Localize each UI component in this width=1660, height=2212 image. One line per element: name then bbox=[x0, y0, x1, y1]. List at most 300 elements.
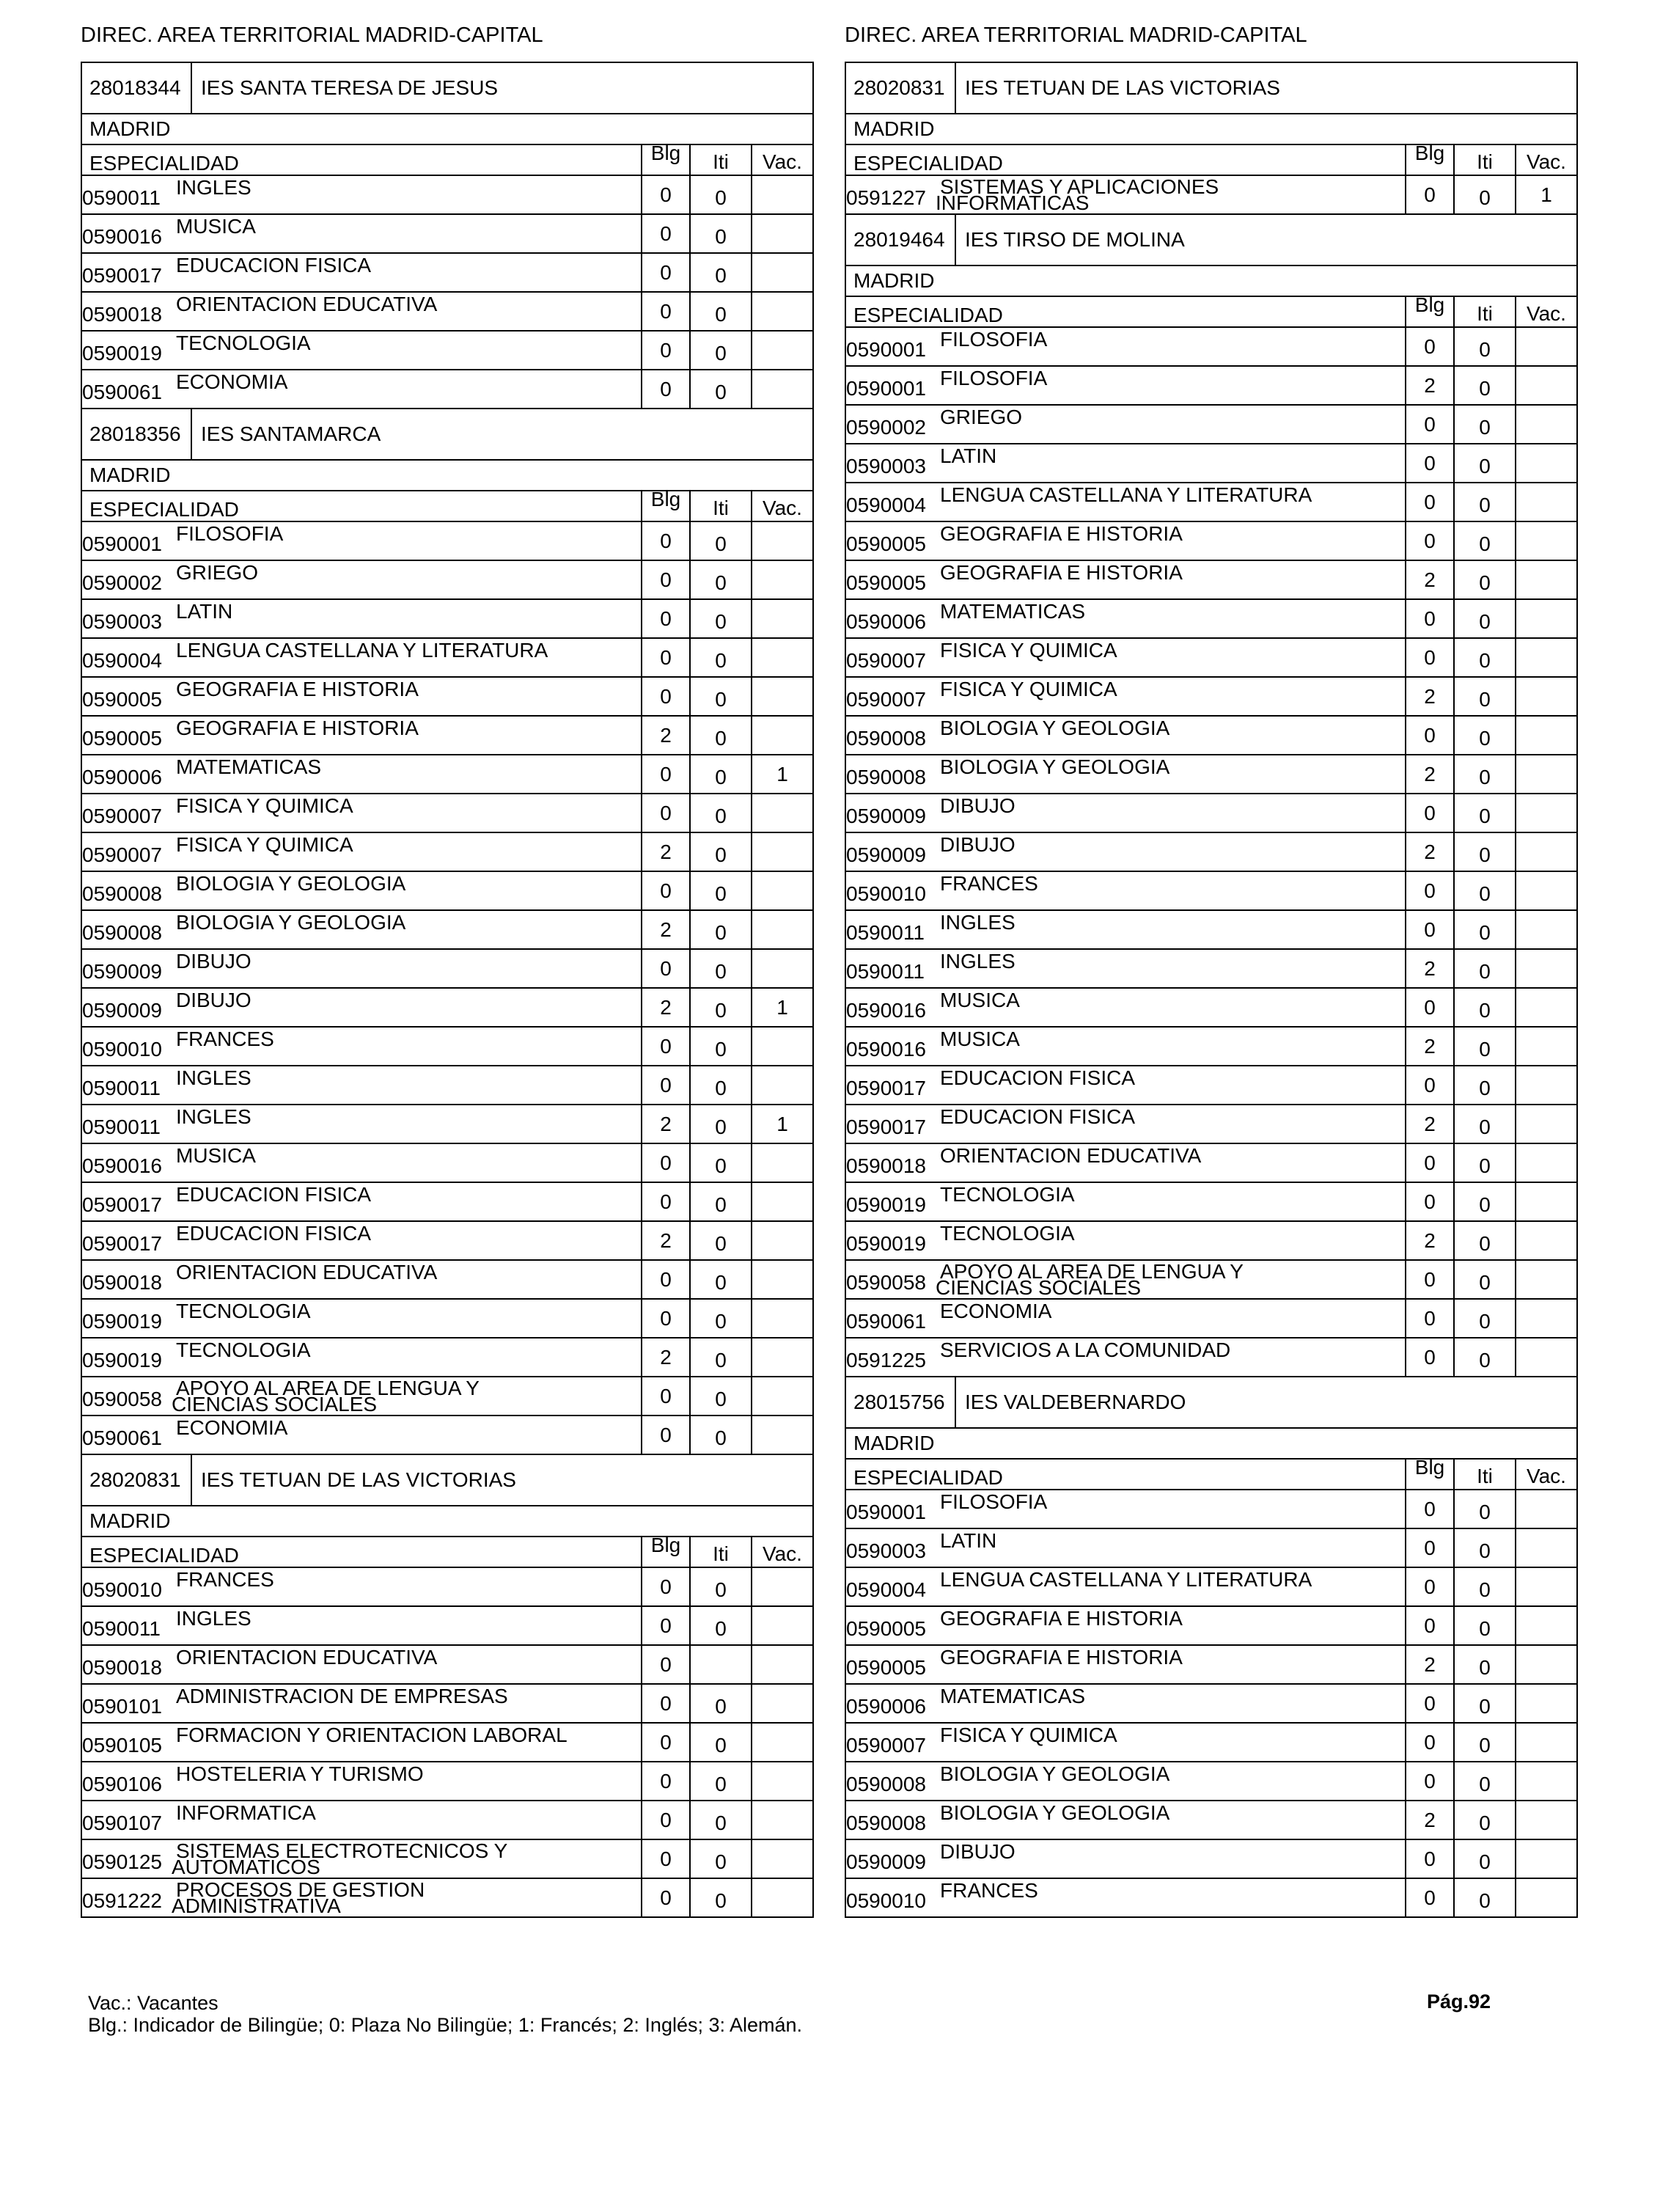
table-row bbox=[846, 175, 1576, 213]
vac-value bbox=[751, 1840, 812, 1878]
table-row bbox=[82, 1800, 812, 1839]
header-iti: Iti bbox=[1453, 1460, 1515, 1489]
vac-value bbox=[1515, 1607, 1576, 1644]
vac-value bbox=[1515, 1490, 1576, 1528]
table-row bbox=[846, 948, 1576, 987]
especialidad-cell bbox=[846, 1801, 1405, 1839]
especialidad-name bbox=[176, 333, 311, 354]
especialidad-code: 0590008 bbox=[846, 1773, 927, 1795]
especialidad-name-line2: CIENCIAS SOCIALES bbox=[936, 1276, 1142, 1299]
especialidad-code: 0590003 bbox=[846, 455, 927, 477]
especialidad-name bbox=[176, 1223, 371, 1244]
iti-value: 0 bbox=[1453, 872, 1515, 909]
table-header-row bbox=[846, 1458, 1576, 1489]
blg-value: 0 bbox=[1405, 911, 1453, 948]
iti-value: 0 bbox=[689, 1568, 751, 1605]
iti-value: 0 bbox=[1453, 483, 1515, 521]
especialidad-cell bbox=[846, 1144, 1405, 1182]
especialidad-cell bbox=[846, 989, 1405, 1026]
especialidad-name-line1: EDUCACION FISICA bbox=[940, 1105, 1136, 1128]
especialidad-name bbox=[176, 1340, 311, 1360]
blg-value: 0 bbox=[641, 1416, 689, 1454]
iti-value: 0 bbox=[1453, 522, 1515, 560]
especialidad-name bbox=[176, 990, 251, 1011]
blg-value: 0 bbox=[1405, 989, 1453, 1026]
table-row bbox=[82, 291, 812, 330]
especialidad-name bbox=[940, 796, 1016, 816]
especialidad-code: 0590008 bbox=[846, 1812, 927, 1834]
especialidad-code: 0590016 bbox=[82, 225, 163, 248]
especialidad-name bbox=[940, 640, 1117, 661]
especialidad-name bbox=[940, 407, 1022, 428]
especialidad-cell bbox=[846, 1105, 1405, 1143]
vac-value bbox=[1515, 600, 1576, 637]
especialidad-name-line1: SISTEMAS ELECTROTECNICOS Y bbox=[176, 1839, 508, 1862]
especialidad-name bbox=[176, 796, 353, 816]
especialidad-name bbox=[176, 524, 283, 544]
especialidad-name bbox=[176, 874, 405, 894]
header-vac: Vac. bbox=[1515, 145, 1576, 175]
especialidad-name bbox=[940, 1146, 1201, 1166]
blg-value: 0 bbox=[641, 293, 689, 330]
iti-value: 0 bbox=[1453, 1300, 1515, 1337]
header-blg: Blg bbox=[1405, 297, 1453, 326]
especialidad-code: 0590016 bbox=[846, 1038, 927, 1061]
especialidad-name bbox=[940, 1608, 1183, 1629]
vac-value bbox=[1515, 833, 1576, 871]
especialidad-name-line1: GEOGRAFIA E HISTORIA bbox=[176, 717, 419, 739]
especialidad-name bbox=[940, 990, 1020, 1011]
left-column-title: DIREC. AREA TERRITORIAL MADRID-CAPITAL bbox=[81, 23, 543, 47]
blg-value: 0 bbox=[641, 1066, 689, 1104]
vac-value bbox=[1515, 1066, 1576, 1104]
blg-value: 0 bbox=[1405, 1490, 1453, 1528]
especialidad-name-line1: DIBUJO bbox=[940, 1840, 1016, 1863]
especialidad-name bbox=[176, 679, 419, 700]
especialidad-cell bbox=[846, 406, 1405, 443]
vac-value bbox=[1515, 1144, 1576, 1182]
vac-value bbox=[1515, 483, 1576, 521]
iti-value: 0 bbox=[689, 1261, 751, 1298]
especialidad-cell bbox=[846, 911, 1405, 948]
center-city: MADRID bbox=[846, 265, 1576, 296]
especialidad-name-line1: INGLES bbox=[176, 1105, 251, 1128]
vac-value bbox=[1515, 1028, 1576, 1065]
iti-value: 0 bbox=[689, 600, 751, 637]
blg-value: 0 bbox=[641, 1607, 689, 1644]
table-row bbox=[82, 1026, 812, 1065]
iti-value: 0 bbox=[1453, 1028, 1515, 1065]
especialidad-name-line1: TECNOLOGIA bbox=[176, 332, 311, 354]
vac-value: 1 bbox=[1515, 176, 1576, 213]
blg-value: 0 bbox=[1405, 1724, 1453, 1761]
iti-value: 0 bbox=[689, 293, 751, 330]
iti-value: 0 bbox=[689, 1724, 751, 1761]
especialidad-name-line1: INGLES bbox=[940, 950, 1016, 973]
header-especialidad: ESPECIALIDAD bbox=[89, 1544, 239, 1567]
blg-value: 0 bbox=[641, 755, 689, 793]
especialidad-cell bbox=[82, 1840, 641, 1878]
header-iti: Iti bbox=[689, 145, 751, 175]
iti-value: 0 bbox=[1453, 1183, 1515, 1220]
especialidad-name bbox=[176, 718, 419, 739]
especialidad-cell bbox=[846, 1261, 1405, 1298]
iti-value: 0 bbox=[1453, 1144, 1515, 1182]
especialidad-name-line1: BIOLOGIA Y GEOLOGIA bbox=[940, 717, 1170, 739]
especialidad-name-line1: MUSICA bbox=[176, 1144, 256, 1167]
table-row bbox=[82, 1567, 812, 1605]
iti-value: 0 bbox=[689, 1416, 751, 1454]
left-column bbox=[81, 0, 814, 1918]
blg-value: 0 bbox=[1405, 1300, 1453, 1337]
table-row bbox=[82, 330, 812, 369]
blg-value: 0 bbox=[641, 522, 689, 560]
especialidad-cell bbox=[82, 215, 641, 252]
especialidad-cell bbox=[82, 755, 641, 793]
vac-value bbox=[751, 639, 812, 676]
vac-value bbox=[1515, 1724, 1576, 1761]
blg-value: 2 bbox=[1405, 561, 1453, 598]
blg-value: 0 bbox=[1405, 1685, 1453, 1722]
especialidad-cell bbox=[846, 1724, 1405, 1761]
blg-value: 0 bbox=[1405, 717, 1453, 754]
vac-value bbox=[1515, 678, 1576, 715]
table-row bbox=[82, 1722, 812, 1761]
especialidad-cell bbox=[82, 1105, 641, 1143]
table-row bbox=[82, 1605, 812, 1644]
table-row bbox=[846, 637, 1576, 676]
especialidad-name-line1: INGLES bbox=[176, 1607, 251, 1630]
especialidad-name bbox=[176, 294, 437, 315]
iti-value: 0 bbox=[689, 1377, 751, 1415]
especialidad-name-line1: LATIN bbox=[940, 1529, 997, 1552]
especialidad-cell bbox=[846, 1338, 1405, 1376]
table-row bbox=[846, 1839, 1576, 1878]
especialidad-name-line1: ORIENTACION EDUCATIVA bbox=[176, 1646, 438, 1669]
especialidad-name-line1: INGLES bbox=[176, 1066, 251, 1089]
vac-value bbox=[751, 1416, 812, 1454]
especialidad-cell bbox=[82, 1144, 641, 1182]
table-row bbox=[82, 560, 812, 598]
especialidad-name bbox=[172, 1377, 480, 1416]
blg-value: 2 bbox=[1405, 1222, 1453, 1259]
especialidad-name-line2: ADMINISTRATIVA bbox=[172, 1894, 341, 1917]
especialidad-name bbox=[172, 1878, 425, 1917]
especialidad-name bbox=[940, 1803, 1169, 1823]
especialidad-name-line1: FILOSOFIA bbox=[940, 1490, 1048, 1513]
vac-value bbox=[751, 1222, 812, 1259]
especialidad-name-line1: DIBUJO bbox=[940, 794, 1016, 817]
vac-value bbox=[751, 1338, 812, 1376]
especialidad-cell bbox=[846, 1529, 1405, 1567]
especialidad-code: 0590019 bbox=[82, 342, 163, 365]
blg-value: 2 bbox=[1405, 755, 1453, 793]
iti-value: 0 bbox=[1453, 1222, 1515, 1259]
header-vac: Vac. bbox=[751, 1537, 812, 1567]
especialidad-name bbox=[176, 757, 321, 777]
center-header bbox=[846, 213, 1576, 265]
especialidad-name bbox=[176, 1608, 251, 1629]
table-row bbox=[82, 1415, 812, 1454]
table-row bbox=[82, 213, 812, 252]
blg-value: 0 bbox=[1405, 483, 1453, 521]
vac-value bbox=[751, 1028, 812, 1065]
especialidad-name-line1: ORIENTACION EDUCATIVA bbox=[176, 1261, 438, 1283]
especialidad-code: 0590007 bbox=[82, 805, 163, 827]
especialidad-name bbox=[940, 601, 1085, 622]
header-especialidad: ESPECIALIDAD bbox=[853, 304, 1003, 326]
vac-value: 1 bbox=[751, 1105, 812, 1143]
center-header bbox=[82, 63, 812, 113]
iti-value: 0 bbox=[1453, 1066, 1515, 1104]
table-row bbox=[846, 1065, 1576, 1104]
table-row bbox=[846, 326, 1576, 365]
especialidad-name bbox=[176, 1107, 251, 1127]
iti-value: 0 bbox=[689, 522, 751, 560]
especialidad-name bbox=[176, 640, 548, 661]
iti-value: 0 bbox=[689, 1801, 751, 1839]
vac-value bbox=[751, 1300, 812, 1337]
vac-value bbox=[751, 600, 812, 637]
header-especialidad: ESPECIALIDAD bbox=[89, 498, 239, 521]
iti-value: 0 bbox=[689, 678, 751, 715]
iti-value: 0 bbox=[689, 989, 751, 1026]
especialidad-name-line1: SERVICIOS A LA COMUNIDAD bbox=[940, 1338, 1231, 1361]
blg-value: 0 bbox=[1405, 1144, 1453, 1182]
vac-value bbox=[751, 794, 812, 832]
vac-value bbox=[751, 833, 812, 871]
blg-value: 0 bbox=[1405, 794, 1453, 832]
center-header bbox=[846, 1376, 1576, 1427]
especialidad-name-line1: INGLES bbox=[176, 176, 251, 199]
header-iti: Iti bbox=[689, 491, 751, 521]
table-row bbox=[846, 1220, 1576, 1259]
iti-value: 0 bbox=[1453, 367, 1515, 404]
vac-value bbox=[751, 1066, 812, 1104]
center-header bbox=[82, 1454, 812, 1505]
especialidad-name bbox=[176, 216, 256, 237]
especialidad-name bbox=[940, 1492, 1047, 1512]
vac-value bbox=[751, 678, 812, 715]
blg-value: 0 bbox=[1405, 639, 1453, 676]
center-header bbox=[82, 408, 812, 459]
especialidad-code: 0590008 bbox=[82, 882, 163, 905]
especialidad-name-line1: DIBUJO bbox=[176, 989, 251, 1011]
legend-bilingue: Blg.: Indicador de Bilingüe; 0: Plaza No Bilingüe; 1: Francés; 2: Inglés; 3: Alemán. bbox=[88, 2014, 803, 2036]
header-vac: Vac. bbox=[1515, 1460, 1576, 1489]
blg-value: 0 bbox=[641, 254, 689, 291]
especialidad-cell bbox=[846, 367, 1405, 404]
especialidad-code: 0590017 bbox=[82, 264, 163, 287]
especialidad-code: 0590107 bbox=[82, 1812, 163, 1834]
especialidad-code: 0590009 bbox=[846, 805, 927, 827]
table-row bbox=[82, 1761, 812, 1800]
iti-value: 0 bbox=[689, 176, 751, 213]
iti-value: 0 bbox=[1453, 406, 1515, 443]
especialidad-name-line1: FILOSOFIA bbox=[940, 367, 1048, 389]
table-header-row bbox=[82, 144, 812, 175]
iti-value: 0 bbox=[689, 1222, 751, 1259]
vac-value bbox=[751, 950, 812, 987]
especialidad-name-line2: AUTOMATICOS bbox=[172, 1856, 320, 1878]
table-row bbox=[82, 1683, 812, 1722]
blg-value: 2 bbox=[641, 1105, 689, 1143]
especialidad-name bbox=[940, 329, 1047, 350]
vac-value bbox=[751, 176, 812, 213]
blg-value: 0 bbox=[641, 639, 689, 676]
iti-value: 0 bbox=[1453, 1801, 1515, 1839]
table-row bbox=[846, 909, 1576, 948]
table-row bbox=[82, 175, 812, 213]
especialidad-code: 0591222 bbox=[82, 1889, 163, 1912]
iti-value: 0 bbox=[689, 1066, 751, 1104]
iti-value: 0 bbox=[689, 911, 751, 948]
especialidad-name-line1: EDUCACION FISICA bbox=[940, 1066, 1136, 1089]
header-blg: Blg bbox=[641, 145, 689, 175]
table-row bbox=[82, 987, 812, 1026]
especialidad-name-line1: LENGUA CASTELLANA Y LITERATURA bbox=[940, 483, 1312, 506]
especialidad-name bbox=[940, 563, 1183, 583]
vac-value bbox=[1515, 1646, 1576, 1683]
footer-legend bbox=[88, 1992, 802, 2036]
especialidad-name bbox=[940, 1764, 1169, 1784]
table-row bbox=[846, 1800, 1576, 1839]
especialidad-code: 0590019 bbox=[846, 1193, 927, 1216]
especialidad-code: 0590004 bbox=[82, 649, 163, 672]
especialidad-cell bbox=[82, 600, 641, 637]
iti-value: 0 bbox=[689, 1300, 751, 1337]
especialidad-code: 0590016 bbox=[82, 1154, 163, 1177]
especialidad-code: 0590018 bbox=[82, 1271, 163, 1294]
especialidad-code: 0590006 bbox=[846, 1695, 927, 1718]
blg-value: 0 bbox=[1405, 1568, 1453, 1605]
iti-value: 0 bbox=[689, 872, 751, 909]
table-row bbox=[82, 1644, 812, 1683]
vac-value bbox=[1515, 794, 1576, 832]
especialidad-name bbox=[940, 718, 1169, 739]
especialidad-code: 0590017 bbox=[82, 1232, 163, 1255]
especialidad-name-line1: MATEMATICAS bbox=[940, 600, 1086, 623]
especialidad-name bbox=[176, 177, 251, 198]
especialidad-cell bbox=[846, 1685, 1405, 1722]
especialidad-code: 0590006 bbox=[846, 610, 927, 633]
especialidad-name bbox=[936, 175, 1219, 214]
blg-value: 0 bbox=[1405, 1762, 1453, 1800]
table-row bbox=[846, 1567, 1576, 1605]
iti-value: 0 bbox=[689, 1685, 751, 1722]
especialidad-cell bbox=[846, 444, 1405, 482]
vac-value: 1 bbox=[751, 989, 812, 1026]
especialidad-name-line1: MUSICA bbox=[176, 215, 256, 238]
especialidad-name bbox=[176, 951, 251, 972]
blg-value: 0 bbox=[641, 1685, 689, 1722]
especialidad-name bbox=[940, 1725, 1117, 1746]
vac-value bbox=[751, 1879, 812, 1916]
especialidad-name-line1: FISICA Y QUIMICA bbox=[940, 639, 1117, 662]
center-name: IES TETUAN DE LAS VICTORIAS bbox=[201, 1468, 516, 1491]
blg-value: 0 bbox=[1405, 1183, 1453, 1220]
table-row bbox=[82, 832, 812, 871]
especialidad-cell bbox=[82, 293, 641, 330]
table-row bbox=[846, 1259, 1576, 1298]
especialidad-cell bbox=[82, 1416, 641, 1454]
table-row bbox=[82, 1104, 812, 1143]
table-row bbox=[82, 871, 812, 909]
blg-value: 0 bbox=[641, 950, 689, 987]
iti-value: 0 bbox=[1453, 1879, 1515, 1916]
especialidad-name bbox=[176, 1686, 508, 1707]
blg-value: 0 bbox=[641, 370, 689, 408]
vac-value bbox=[1515, 1879, 1576, 1916]
especialidad-name-line1: FORMACION Y ORIENTACION LABORAL bbox=[176, 1724, 568, 1746]
table-row bbox=[846, 1644, 1576, 1683]
especialidad-name-line1: GEOGRAFIA E HISTORIA bbox=[940, 1646, 1183, 1669]
especialidad-code: 0590105 bbox=[82, 1734, 163, 1757]
vac-value bbox=[751, 1377, 812, 1415]
table-row bbox=[846, 482, 1576, 521]
especialidad-name bbox=[940, 1570, 1312, 1590]
header-blg: Blg bbox=[641, 491, 689, 521]
especialidad-cell bbox=[82, 872, 641, 909]
table-row bbox=[846, 1489, 1576, 1528]
header-especialidad: ESPECIALIDAD bbox=[89, 152, 239, 175]
especialidad-code: 0590019 bbox=[82, 1310, 163, 1333]
especialidad-code: 0590001 bbox=[846, 377, 927, 400]
especialidad-code: 0590008 bbox=[846, 727, 927, 750]
table-row bbox=[846, 1182, 1576, 1220]
header-vac: Vac. bbox=[751, 145, 812, 175]
especialidad-name-line1: BIOLOGIA Y GEOLOGIA bbox=[940, 1762, 1170, 1785]
especialidad-cell bbox=[846, 1066, 1405, 1104]
header-vac: Vac. bbox=[751, 491, 812, 521]
iti-value: 0 bbox=[689, 1338, 751, 1376]
especialidad-name-line1: GEOGRAFIA E HISTORIA bbox=[940, 1607, 1183, 1630]
especialidad-code: 0590003 bbox=[82, 610, 163, 633]
especialidad-cell bbox=[846, 872, 1405, 909]
especialidad-cell bbox=[82, 1338, 641, 1376]
especialidad-code: 0590009 bbox=[846, 843, 927, 866]
vac-value: 1 bbox=[751, 755, 812, 793]
header-especialidad: ESPECIALIDAD bbox=[853, 152, 1003, 175]
especialidad-name bbox=[940, 1301, 1051, 1322]
center-name: IES TETUAN DE LAS VICTORIAS bbox=[965, 76, 1280, 99]
especialidad-name-line1: FRANCES bbox=[940, 1879, 1038, 1902]
especialidad-cell bbox=[846, 1568, 1405, 1605]
iti-value: 0 bbox=[1453, 561, 1515, 598]
especialidad-name-line1: EDUCACION FISICA bbox=[176, 1183, 372, 1206]
blg-value: 0 bbox=[641, 1300, 689, 1337]
especialidad-code: 0590018 bbox=[846, 1154, 927, 1177]
vac-value bbox=[1515, 1568, 1576, 1605]
especialidad-cell bbox=[82, 1607, 641, 1644]
iti-value bbox=[689, 1646, 751, 1683]
especialidad-name bbox=[176, 912, 405, 933]
especialidad-cell bbox=[846, 483, 1405, 521]
especialidad-cell bbox=[846, 1300, 1405, 1337]
blg-value: 0 bbox=[641, 1568, 689, 1605]
especialidad-name bbox=[176, 255, 371, 276]
especialidad-cell bbox=[82, 794, 641, 832]
especialidad-name-line1: FISICA Y QUIMICA bbox=[176, 833, 353, 856]
header-especialidad: ESPECIALIDAD bbox=[853, 1466, 1003, 1489]
especialidad-name bbox=[940, 835, 1016, 855]
vac-value bbox=[751, 332, 812, 369]
especialidad-name-line1: GRIEGO bbox=[940, 406, 1023, 428]
right-column-title: DIREC. AREA TERRITORIAL MADRID-CAPITAL bbox=[845, 23, 1307, 47]
especialidad-name-line1: BIOLOGIA Y GEOLOGIA bbox=[940, 755, 1170, 778]
vac-value bbox=[751, 254, 812, 291]
especialidad-name-line1: MUSICA bbox=[940, 1028, 1020, 1050]
